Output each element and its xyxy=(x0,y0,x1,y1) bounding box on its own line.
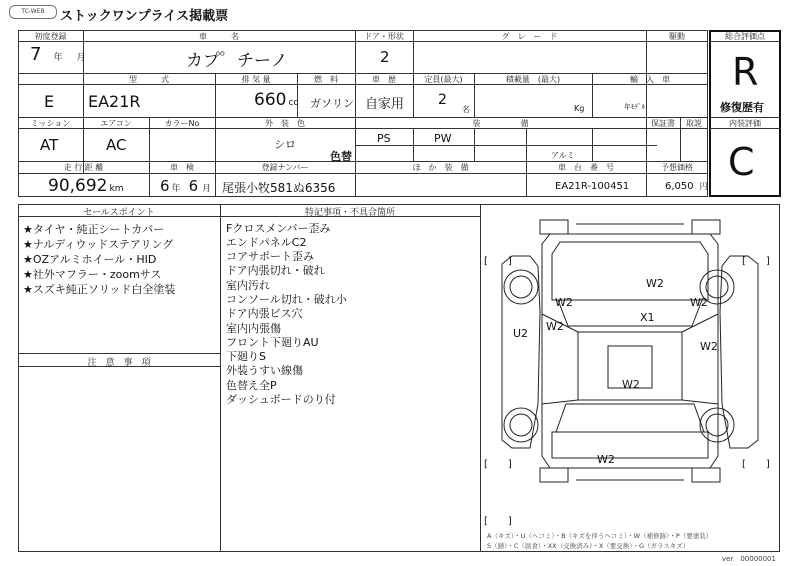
label-sales-points: セールスポイント xyxy=(83,208,155,218)
version-label: ver 00000001 xyxy=(722,555,776,563)
label-exterior-color: 外 装 色 xyxy=(265,119,305,128)
equipment-pw: PW xyxy=(434,132,452,145)
sales-points-list xyxy=(23,221,218,301)
label-notes: 注 意 事 項 xyxy=(87,358,151,368)
label-car-name: 車 名 xyxy=(199,32,239,41)
bracket: [ ] xyxy=(484,256,512,267)
legend-line-1: A（キズ）・U（ヘコミ）・B（キズを伴うヘコミ）・W（補修跡）・P（要塗装） xyxy=(487,532,713,540)
label-aircon: エアコン xyxy=(100,119,132,128)
damage-mark: W2 xyxy=(546,320,564,333)
label-plate: 登録ナンバー xyxy=(261,163,309,172)
equipment-ps: PS xyxy=(377,132,391,145)
label-fuel: 燃 料 xyxy=(314,75,338,84)
color-value: シロ xyxy=(274,138,296,151)
list-item: ★タイヤ・純正シートカバー xyxy=(23,223,165,236)
plate-value: 尾張小牧581ぬ6356 xyxy=(222,181,336,195)
aircon-value: AC xyxy=(106,136,127,154)
label-price: 予想価格 xyxy=(661,163,693,172)
damage-mark: W2 xyxy=(622,378,640,391)
label-drive: 駆動 xyxy=(669,32,685,41)
list-item: コアサポート歪み xyxy=(226,250,314,263)
label-displacement: 排 気 量 xyxy=(241,75,271,84)
bracket: [ ] xyxy=(484,516,512,527)
list-item: ダッシュボードのり付 xyxy=(226,393,336,406)
label-other-equipment: ほ か 装 備 xyxy=(412,163,469,172)
list-item: 外装うすい線傷 xyxy=(226,364,303,377)
label-inspection: 車 検 xyxy=(170,163,194,172)
label-doors: ドア・形状 xyxy=(364,32,404,41)
type-value: EA21R xyxy=(88,92,141,111)
overall-grade-note: 修復歴有 xyxy=(720,101,764,114)
history-value: 自家用 xyxy=(365,97,405,112)
mileage-value: 90,692 km xyxy=(48,176,124,196)
capacity-value: 2 xyxy=(438,92,447,108)
list-item: ★OZアルミホイール・HID xyxy=(23,253,157,266)
list-item: 室内汚れ xyxy=(226,279,270,292)
label-load: 積載量 (最大) xyxy=(505,75,561,84)
label-grade: グ レ ー ド xyxy=(501,32,558,41)
legend-line-2: S（錆）・C（腐食）・XX（交換済み）・X（要交換）・G（ガラスキズ） xyxy=(487,542,690,550)
label-mileage: 走 行 距 離 xyxy=(63,163,104,172)
displacement-value: 660 cc xyxy=(254,90,299,110)
model-year-label: 年ﾓﾃﾞﾙ xyxy=(624,103,645,111)
list-item: ドア内張ビス穴 xyxy=(226,307,303,320)
list-item: コンソール切れ・破れ小 xyxy=(226,293,347,306)
list-item: 下廻りS xyxy=(226,350,266,363)
bracket: [ ] xyxy=(742,459,770,470)
logo xyxy=(9,5,57,19)
list-item: ★スズキ純正ソリッド白全塗装 xyxy=(23,283,176,296)
remarks-list xyxy=(226,220,478,420)
label-history: 車 歴 xyxy=(372,75,396,84)
chassis-no-value: EA21R-100451 xyxy=(555,181,630,192)
label-mission: ミッション xyxy=(30,119,71,128)
doors-value: 2 xyxy=(380,48,390,66)
interior-grade: C xyxy=(728,140,755,184)
list-item: 色替え全P xyxy=(226,379,277,392)
list-item: Fクロスメンバー歪み xyxy=(226,222,331,235)
label-type: 型 式 xyxy=(129,75,169,84)
list-item: 室内内張傷 xyxy=(226,322,281,335)
damage-mark: U2 xyxy=(513,327,529,340)
list-item: ★ナルディウッドステアリング xyxy=(23,238,174,251)
color-change: 色替 xyxy=(330,150,352,163)
damage-mark: W2 xyxy=(690,296,708,309)
logo-text: TC-WEB xyxy=(21,8,45,15)
first-reg-year: 7 年 月 xyxy=(30,44,86,65)
page-title: ストックワンプライス掲載票 xyxy=(60,9,229,24)
list-item: ドア内張切れ・破れ xyxy=(226,264,325,277)
label-chassis-no: 車 台 番 号 xyxy=(558,163,614,172)
label-capacity: 定員(最大) xyxy=(424,75,463,84)
label-first-reg: 初度登録 xyxy=(34,32,67,41)
damage-mark: X1 xyxy=(640,311,655,324)
damage-mark: W2 xyxy=(597,453,615,466)
label-overall: 総合評価点 xyxy=(725,32,765,41)
damage-mark: W2 xyxy=(555,296,573,309)
overall-grade: R xyxy=(732,50,759,94)
list-item: エンドパネルC2 xyxy=(226,236,307,249)
label-interior: 内装評価 xyxy=(729,119,761,128)
damage-mark: W2 xyxy=(700,340,718,353)
bracket: [ ] xyxy=(742,256,770,267)
label-import: 輸 入 車 xyxy=(630,75,670,84)
label-warranty: 保証書 xyxy=(651,119,675,128)
bracket: [ ] xyxy=(484,459,512,470)
label-manual: 取説 xyxy=(686,119,702,128)
list-item: ★社外マフラー・zoomサス xyxy=(23,268,162,281)
label-color-no: カラーNo xyxy=(164,119,200,128)
mission-value: AT xyxy=(40,136,59,154)
type-prefix: E xyxy=(44,92,55,111)
damage-mark: W2 xyxy=(646,277,664,290)
capacity-unit: 名 xyxy=(462,105,470,114)
list-item: フロント下廻りAU xyxy=(226,336,319,349)
load-unit: Kg xyxy=(574,104,585,113)
equipment-alumi: アルミ xyxy=(551,151,575,160)
label-remarks: 特記事項・不具合箇所 xyxy=(304,208,395,218)
price-value: 6,050 円 xyxy=(665,181,708,192)
fuel-value: ガソリン xyxy=(310,97,354,110)
car-name: カプ゜チーノ xyxy=(186,51,288,71)
label-equipment: 装 備 xyxy=(472,119,529,128)
inspection-value: 6 年 6 月 xyxy=(160,177,212,195)
